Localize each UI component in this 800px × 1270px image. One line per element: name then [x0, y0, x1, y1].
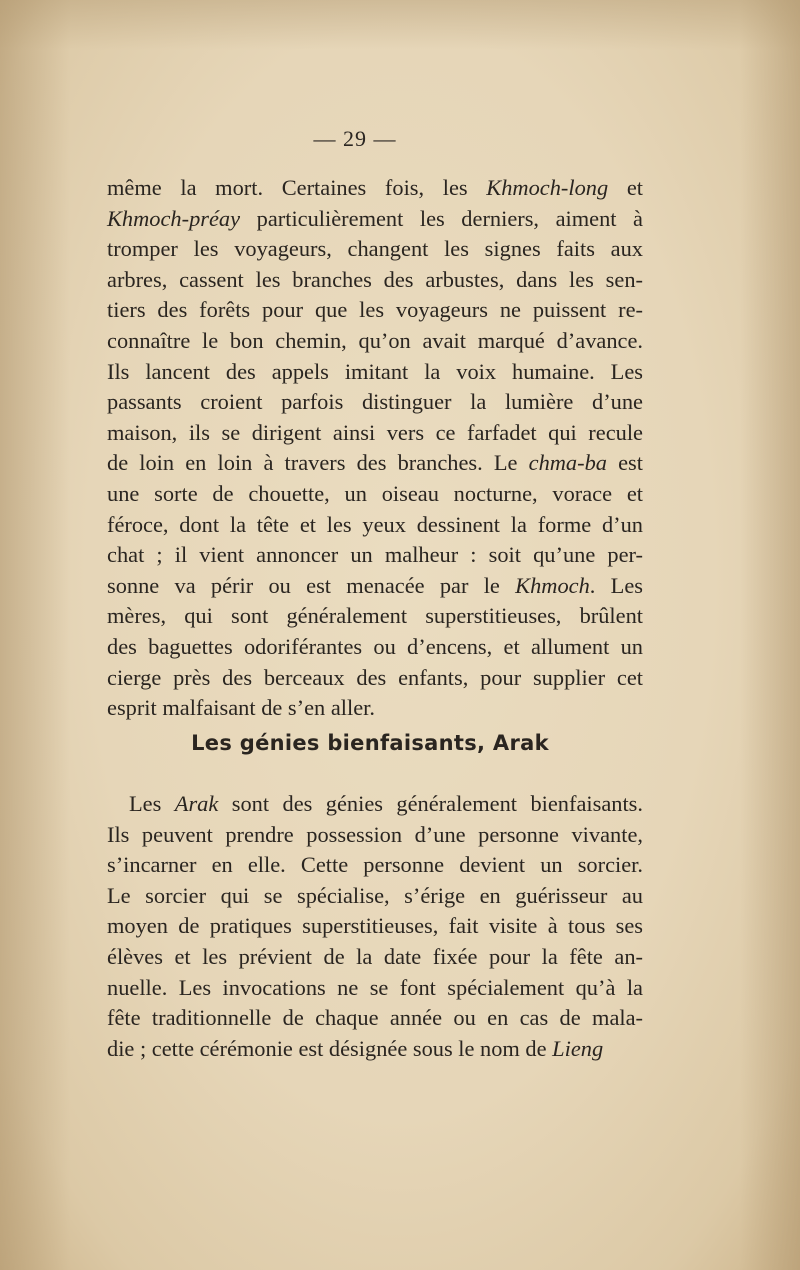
text-run: Les: [129, 791, 175, 816]
text-line: [107, 510, 643, 541]
text-line: [107, 265, 643, 296]
text-line: [107, 326, 643, 357]
text-run: Le sorcier qui se spécialise, s’érige en guérisseur au: [107, 882, 643, 908]
text-line: [107, 789, 643, 820]
text-run: nuelle. Les invocations ne se font spécialement qu’à la: [107, 974, 643, 1000]
italic-term: Khmoch: [515, 572, 590, 598]
italic-term: Khmoch-préay: [107, 205, 241, 231]
paragraph-khmoch: [107, 173, 643, 724]
text-line: [107, 850, 643, 881]
page-number: — 29 —: [313, 126, 397, 151]
text-line: [107, 204, 643, 235]
italic-term: chma-ba: [528, 450, 607, 476]
text-line: [107, 881, 643, 912]
text-line: [107, 911, 643, 942]
text-run: . Les: [589, 572, 643, 598]
text-run: même la mort. Certaines fois, les: [107, 175, 487, 200]
text-line: [107, 387, 643, 418]
text-line: [107, 973, 643, 1004]
text-run: Ils lancent des appels imitant la voix humaine. Les: [107, 358, 643, 384]
text-run: cierge près des berceaux des enfants, pour supplier cet: [107, 664, 643, 690]
text-line: [107, 418, 643, 449]
text-run: élèves et les prévient de la date fixée pour la fête an-: [107, 943, 643, 969]
italic-term: Arak: [174, 791, 219, 816]
text-run: connaître le bon chemin, qu’on avait marqué d’avance.: [107, 327, 643, 353]
text-run: de loin en loin à travers des branches. Le: [107, 450, 529, 476]
text-run: féroce, dont la tête et les yeux dessinent la forme d’un: [107, 511, 643, 537]
text-line: [107, 1034, 643, 1065]
page-edge-right: [740, 0, 800, 1270]
text-line: [107, 448, 643, 479]
text-line: [107, 173, 643, 204]
text-run: die ; cette cérémonie est désignée sous le nom de: [107, 1035, 553, 1061]
text-run: s’incarner en elle. Cette personne devient un sorcier.: [107, 852, 643, 878]
page-edge-top: [0, 0, 800, 50]
text-line: [107, 357, 643, 388]
text-run: sont des génies généralement bienfaisants.: [218, 791, 643, 816]
italic-term: Khmoch-long: [486, 175, 609, 200]
page-edge-left: [0, 0, 70, 1270]
section-heading: Les génies bienfaisants, Arak: [191, 731, 549, 755]
text-run: chat ; il vient annoncer un malheur : soit qu’une per-: [107, 542, 643, 568]
text-run: esprit malfaisant de s’en aller.: [107, 695, 375, 721]
text-line: [107, 234, 643, 265]
text-run: tromper les voyageurs, changent les signes faits aux: [107, 236, 643, 262]
text-line: [107, 693, 643, 724]
text-run: est: [606, 450, 643, 476]
italic-term: Lieng: [552, 1035, 604, 1061]
text-line: [107, 601, 643, 632]
text-line: [107, 479, 643, 510]
text-run: sonne va périr ou est menacée par le: [107, 572, 516, 598]
text-line: [107, 571, 643, 602]
text-line: [107, 820, 643, 851]
text-run: Ils peuvent prendre possession d’une personne vivante,: [107, 821, 643, 847]
text-run: tiers des forêts pour que les voyageurs ne puissent re-: [107, 297, 643, 323]
text-run: fête traditionnelle de chaque année ou en cas de mala-: [107, 1005, 643, 1031]
text-run: et: [608, 175, 643, 200]
text-run: maison, ils se dirigent ainsi vers ce farfadet qui recule: [107, 419, 643, 445]
text-line: [107, 663, 643, 694]
text-run: arbres, cassent les branches des arbustes, dans les sen-: [107, 266, 643, 292]
paragraph-arak: [107, 789, 643, 1064]
text-line: [107, 942, 643, 973]
text-run: mères, qui sont généralement superstitieuses, brûlent: [107, 603, 643, 629]
text-run: moyen de pratiques superstitieuses, fait visite à tous ses: [107, 913, 643, 939]
text-run: passants croient parfois distinguer la lumière d’une: [107, 389, 643, 415]
text-line: [107, 540, 643, 571]
text-line: [107, 1003, 643, 1034]
text-run: des baguettes odoriférantes ou d’encens, et allument un: [107, 633, 643, 659]
text-line: [107, 295, 643, 326]
text-run: particulièrement les derniers, aiment à: [240, 205, 643, 231]
text-run: une sorte de chouette, un oiseau nocturne, vorace et: [107, 480, 643, 506]
text-line: [107, 632, 643, 663]
